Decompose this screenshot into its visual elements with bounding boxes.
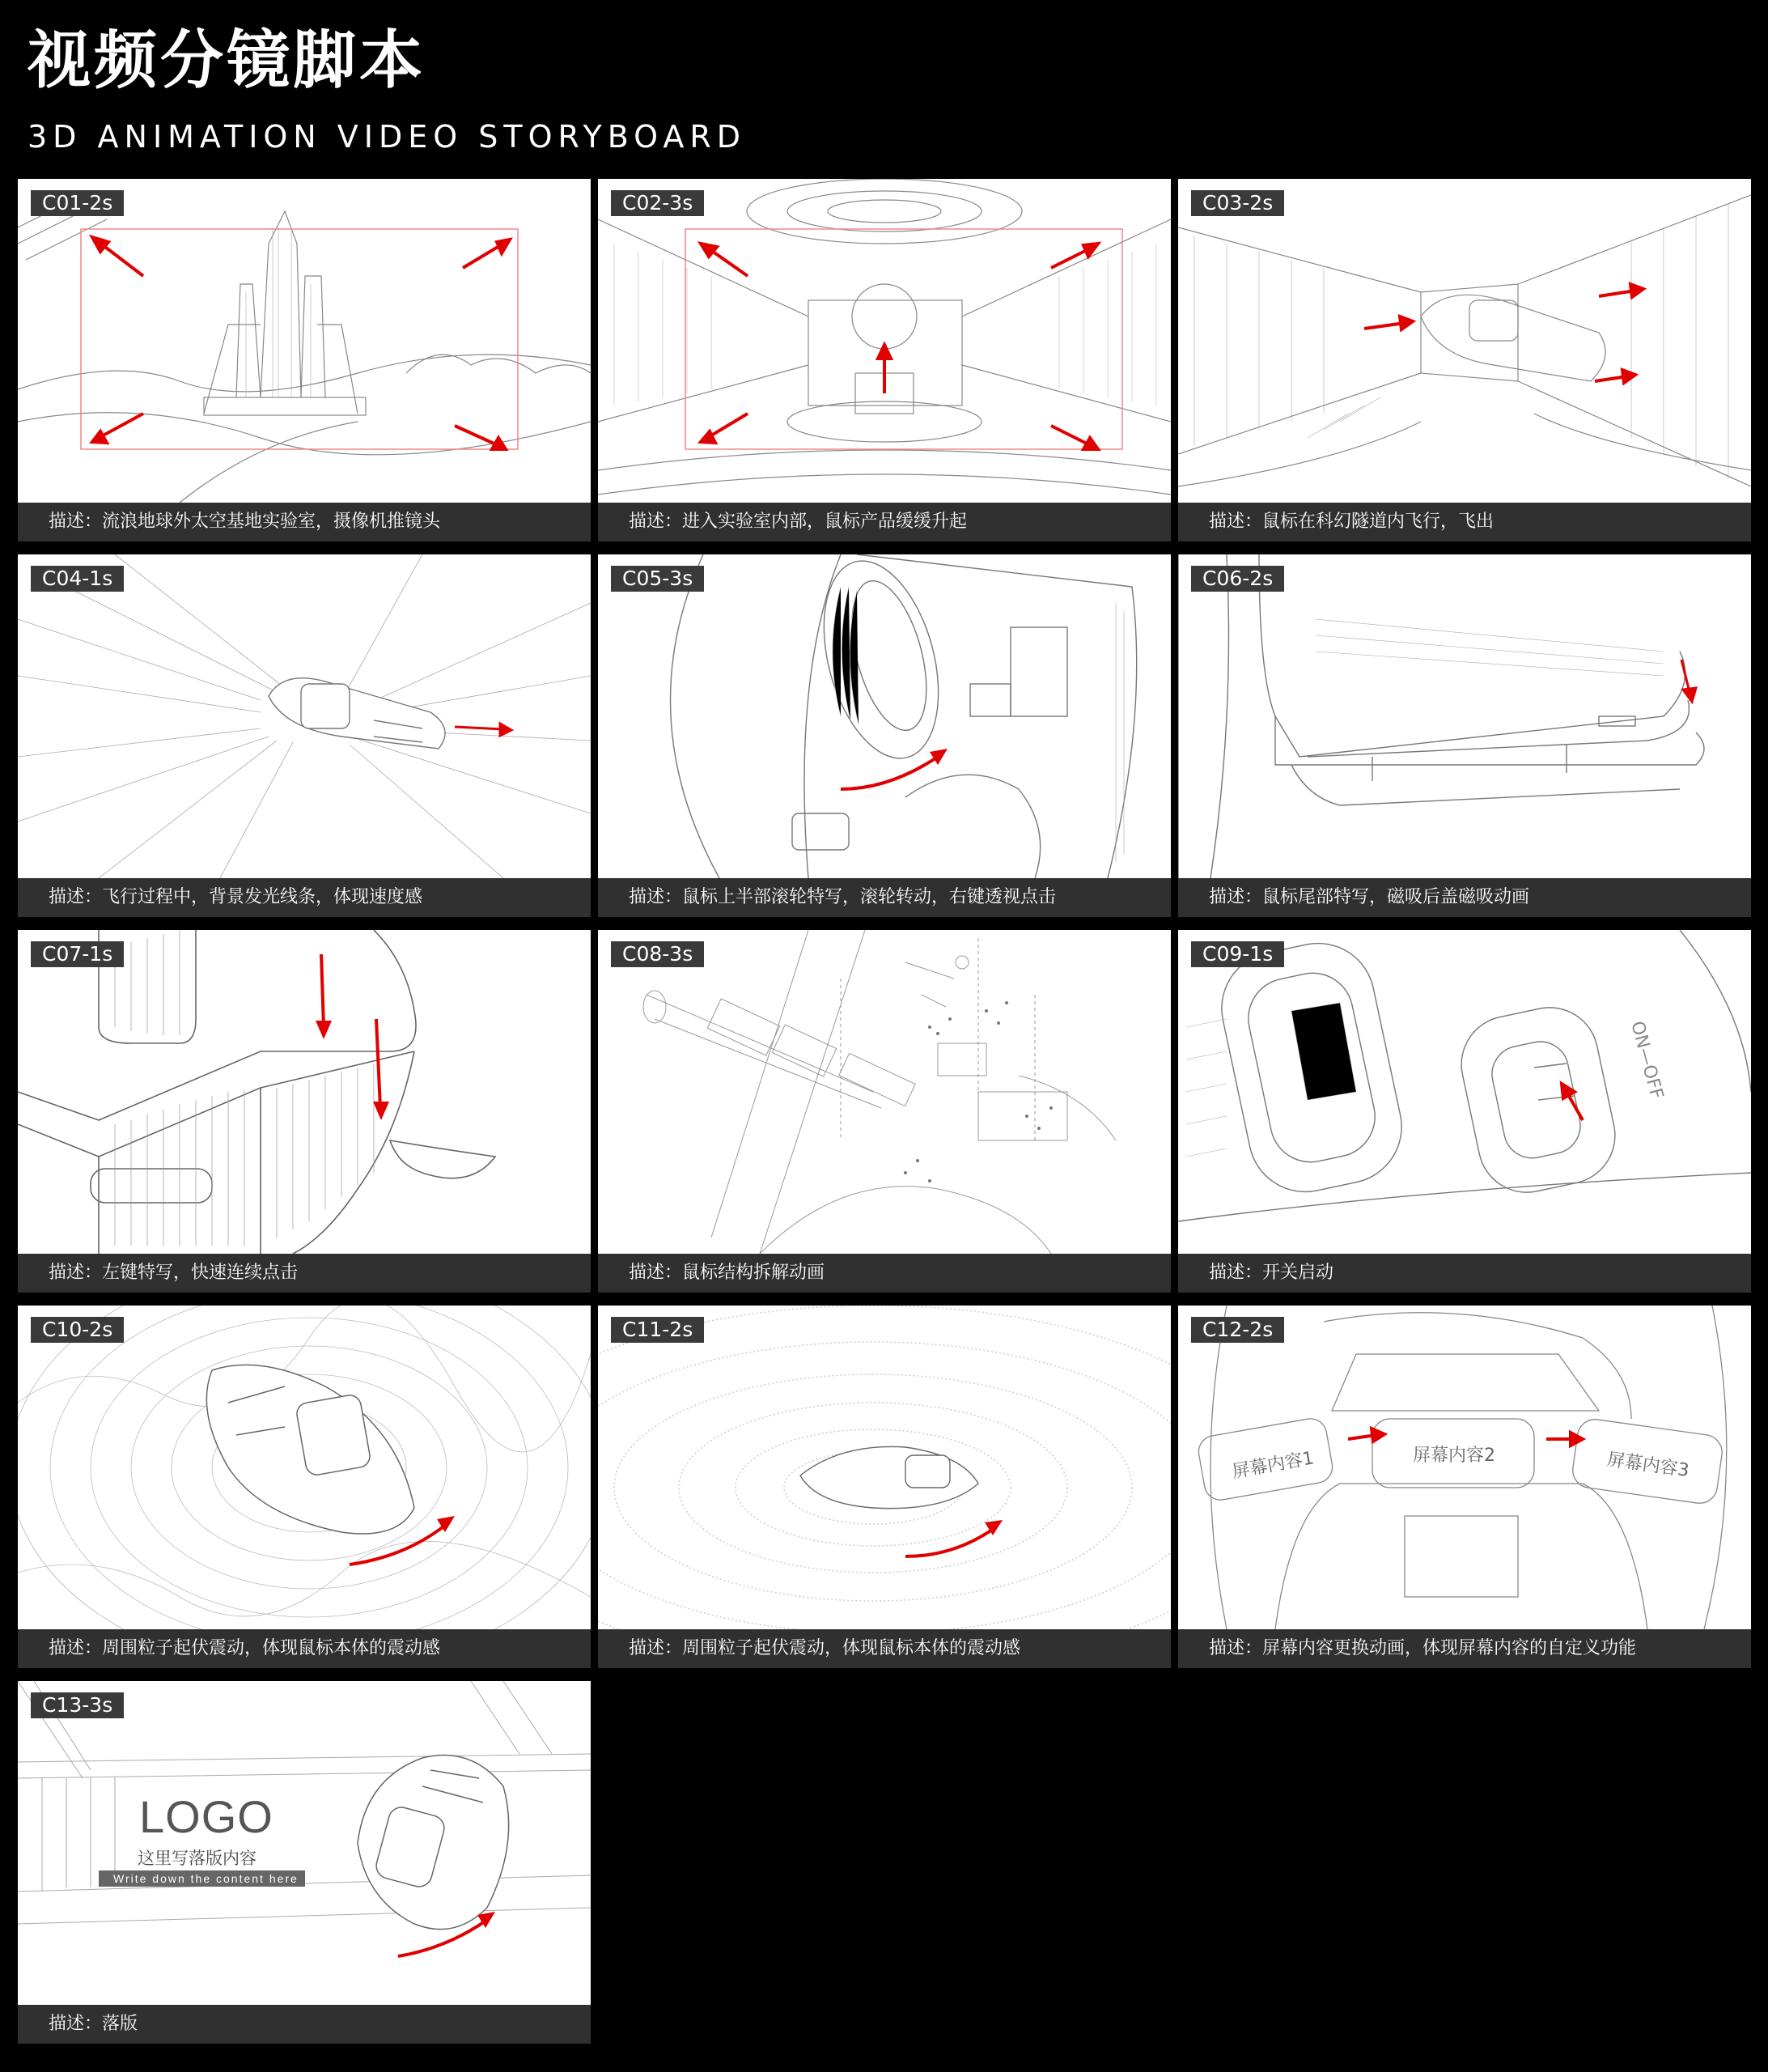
storyboard-panel-c09[interactable] <box>1178 930 1751 1293</box>
shot-description: 描述：进入实验室内部，鼠标产品缓缓升起 <box>598 503 1171 541</box>
shot-code: C09-1s <box>1191 941 1284 967</box>
logo: LOGO <box>139 1791 273 1842</box>
screen-label-3: 屏幕内容3 <box>1605 1450 1690 1481</box>
shot-code: C10-2s <box>31 1317 124 1343</box>
storyboard-panel-c12[interactable] <box>1178 1306 1751 1668</box>
screen-label-1: 屏幕内容1 <box>1230 1448 1316 1483</box>
shot-description: 描述：周围粒子起伏震动，体现鼠标本体的震动感 <box>598 1629 1171 1668</box>
page-title: 视频分镜脚本 <box>28 24 426 97</box>
shot-code: C11-2s <box>611 1317 704 1343</box>
shot-code: C05-3s <box>611 566 704 592</box>
storyboard-panel-c13[interactable] <box>18 1681 591 2044</box>
storyboard-panel-c02[interactable] <box>598 179 1171 541</box>
scene-sketch <box>18 179 591 503</box>
shot-description: 描述：鼠标在科幻隧道内飞行，飞出 <box>1178 503 1751 541</box>
shot-code: C12-2s <box>1191 1317 1284 1343</box>
shot-description: 描述：流浪地球外太空基地实验室，摄像机推镜头 <box>18 503 591 541</box>
scene-sketch <box>18 1681 591 2005</box>
storyboard-panel-c01[interactable] <box>18 179 591 541</box>
storyboard-panel-c07[interactable] <box>18 930 591 1293</box>
scene-sketch <box>598 930 1171 1254</box>
shot-description: 描述：落版 <box>18 2005 591 2044</box>
scene-sketch <box>598 554 1171 878</box>
storyboard-panel-c03[interactable] <box>1178 179 1751 541</box>
shot-code: C07-1s <box>31 941 124 967</box>
shot-description: 描述：鼠标结构拆解动画 <box>598 1254 1171 1293</box>
shot-code: C08-3s <box>611 941 704 967</box>
shot-description: 描述：左键特写，快速连续点击 <box>18 1254 591 1293</box>
storyboard-panel-c06[interactable] <box>1178 554 1751 917</box>
shot-description: 描述：周围粒子起伏震动，体现鼠标本体的震动感 <box>18 1629 591 1668</box>
page-subtitle: 3D ANIMATION VIDEO STORYBOARD <box>28 119 747 155</box>
logo-english-caption: Write down the content here <box>99 1870 305 1887</box>
scene-sketch <box>18 1306 591 1629</box>
shot-description: 描述：开关启动 <box>1178 1254 1751 1293</box>
storyboard-panel-c05[interactable] <box>598 554 1171 917</box>
storyboard-panel-c08[interactable] <box>598 930 1171 1293</box>
shot-code: C02-3s <box>611 190 704 216</box>
switch-label: ON—OFF <box>1626 1019 1667 1102</box>
storyboard-panel-c11[interactable] <box>598 1306 1171 1668</box>
shot-code: C04-1s <box>31 566 124 592</box>
shot-description: 描述：屏幕内容更换动画，体现屏幕内容的自定义功能 <box>1178 1629 1751 1668</box>
scene-sketch <box>18 930 591 1254</box>
shot-description: 描述：鼠标上半部滚轮特写，滚轮转动，右键透视点击 <box>598 878 1171 917</box>
screen-label-2: 屏幕内容2 <box>1413 1446 1495 1466</box>
logo-subtitle: 这里写落版内容 <box>138 1849 257 1868</box>
shot-code: C06-2s <box>1191 566 1284 592</box>
shot-description: 描述：鼠标尾部特写，磁吸后盖磁吸动画 <box>1178 878 1751 917</box>
storyboard-grid <box>18 179 1751 2044</box>
scene-sketch <box>598 179 1171 503</box>
scene-sketch <box>1178 930 1751 1254</box>
shot-code: C01-2s <box>31 190 124 216</box>
scene-sketch <box>598 1306 1171 1629</box>
scene-sketch <box>1178 179 1751 503</box>
storyboard-panel-c10[interactable] <box>18 1306 591 1668</box>
scene-sketch <box>18 554 591 878</box>
storyboard-panel-c04[interactable] <box>18 554 591 917</box>
shot-code: C13-3s <box>31 1692 124 1718</box>
shot-code: C03-2s <box>1191 190 1284 216</box>
scene-sketch <box>1178 554 1751 878</box>
shot-description: 描述：飞行过程中，背景发光线条，体现速度感 <box>18 878 591 917</box>
